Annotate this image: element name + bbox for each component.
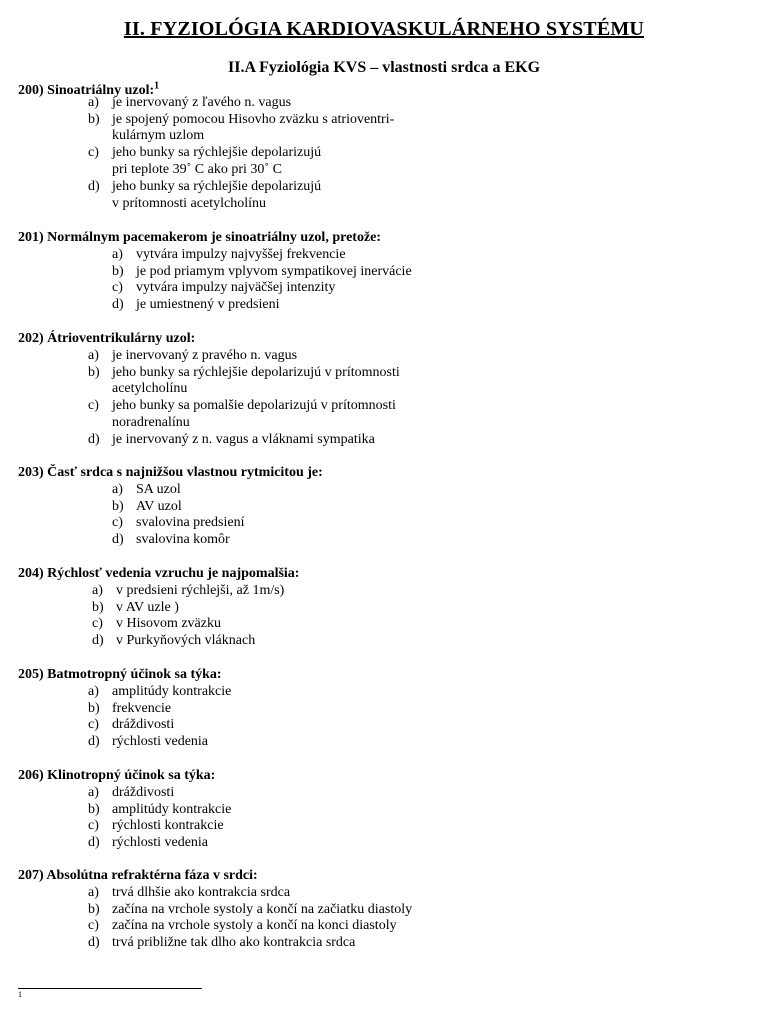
option-letter: d): [92, 633, 104, 649]
option-letter: b): [88, 700, 100, 716]
option-text: jeho bunky sa rýchlejšie depolarizujú: [112, 178, 322, 194]
option-text: AV uzol: [136, 498, 182, 514]
option-text: svalovina komôr: [136, 532, 230, 548]
option-letter: d): [88, 734, 100, 750]
option-letter: a): [112, 481, 123, 497]
option-text: v predsieni rýchlejši, až 1m/s): [116, 582, 285, 598]
option-text: rýchlosti vedenia: [112, 734, 209, 750]
page-title: II. FYZIOLÓGIA KARDIOVASKULÁRNEHO SYSTÉMU: [123, 18, 645, 40]
option-text: dráždivosti: [112, 717, 175, 733]
answer-option: [88, 179, 321, 213]
question-text: [18, 465, 323, 480]
option-letter: d): [88, 835, 100, 851]
option-text: rýchlosti vedenia: [112, 835, 209, 851]
option-text: vytvára impulzy najvyššej frekvencie: [136, 246, 346, 262]
option-text-continuation: pri teplote 39˚ C ako pri 30˚ C: [112, 161, 282, 177]
answer-option: [88, 918, 397, 935]
answer-option: [112, 499, 182, 516]
option-letter: c): [88, 145, 99, 161]
question-number: 202): [18, 331, 44, 346]
question-text: [18, 230, 381, 245]
option-letter: a): [88, 94, 99, 110]
answer-option: [88, 835, 208, 852]
option-text: v Purkyňových vláknach: [116, 633, 256, 649]
option-letter: a): [92, 582, 103, 598]
option-letter: b): [112, 498, 124, 514]
answer-option: [92, 583, 284, 600]
question-heading: [18, 768, 215, 785]
answer-option: [112, 532, 230, 549]
answer-option: [112, 280, 335, 297]
question-number: 207): [18, 868, 44, 883]
question-text: [18, 667, 222, 682]
option-letter: d): [88, 178, 100, 194]
answer-option: [112, 247, 346, 264]
option-text: trvá približne tak dlho ako kontrakcia srdca: [112, 935, 356, 951]
question-heading: [18, 667, 222, 684]
question-label: Rýchlosť vedenia vzruchu je najpomalšia:: [47, 566, 300, 581]
footnote-mark: 1: [18, 990, 22, 999]
option-text: je inervovaný z pravého n. vagus: [112, 347, 298, 363]
option-text: rýchlosti kontrakcie: [112, 818, 224, 834]
option-text: jeho bunky sa pomalšie depolarizujú v prítomnosti: [112, 398, 396, 414]
option-letter: a): [112, 246, 123, 262]
answer-option: [88, 802, 231, 819]
question-label: Átrioventrikulárny uzol:: [47, 331, 196, 346]
question-label: Absolútna refraktérna fáza v srdci:: [46, 868, 258, 883]
option-letter: d): [112, 297, 124, 313]
option-letter: b): [88, 801, 100, 817]
option-text: je umiestnený v predsieni: [136, 297, 280, 313]
option-letter: a): [88, 347, 99, 363]
answer-option: [92, 616, 221, 633]
answer-option: [88, 785, 174, 802]
question-number: 201): [18, 230, 44, 245]
option-text-continuation: v prítomnosti acetylcholínu: [112, 195, 266, 211]
option-text: je pod priamym vplyvom sympatikovej inervácie: [136, 263, 412, 279]
question-number: 204): [18, 566, 44, 581]
question-text: [18, 331, 195, 346]
answer-option: [88, 818, 224, 835]
answer-option: [88, 701, 171, 718]
answer-option: [88, 902, 412, 919]
answer-option: [88, 432, 375, 449]
option-letter: c): [88, 717, 99, 733]
option-text-continuation: acetylcholínu: [112, 381, 188, 397]
option-letter: b): [112, 263, 124, 279]
option-text: v Hisovom zväzku: [116, 616, 221, 632]
question-text: [18, 768, 215, 783]
option-letter: b): [88, 111, 100, 127]
option-letter: c): [88, 398, 99, 414]
question-heading: [18, 868, 258, 885]
option-text: je spojený pomocou Hisovho zväzku s atrioventri-: [112, 111, 395, 127]
option-text: amplitúdy kontrakcie: [112, 801, 232, 817]
option-text: jeho bunky sa rýchlejšie depolarizujú: [112, 145, 322, 161]
option-letter: c): [88, 918, 99, 934]
question-heading: [18, 230, 381, 247]
answer-option: [88, 95, 291, 112]
answer-option: [88, 365, 400, 399]
answer-option: [88, 684, 231, 701]
option-letter: c): [112, 515, 123, 531]
option-letter: a): [88, 784, 99, 800]
footnote-reference: 1: [154, 80, 160, 91]
option-text-continuation: noradrenalínu: [112, 414, 190, 430]
option-text: svalovina predsiení: [136, 515, 245, 531]
option-text: začína na vrchole systoly a končí na začiatku diastoly: [112, 901, 413, 917]
option-text: v AV uzle ): [116, 599, 179, 615]
question-label: Časť srdca s najnižšou vlastnou rytmicitou je:: [47, 465, 323, 480]
answer-option: [112, 264, 412, 281]
option-letter: d): [88, 431, 100, 447]
option-text: trvá dlhšie ako kontrakcia srdca: [112, 884, 291, 900]
answer-option: [88, 145, 321, 179]
question-label: Batmotropný účinok sa týka:: [47, 667, 222, 682]
option-text: je inervovaný z ľavého n. vagus: [112, 94, 292, 110]
option-letter: b): [92, 599, 104, 615]
question-label: Normálnym pacemakerom je sinoatriálny uzol, pretože:: [47, 230, 382, 245]
question-heading: [18, 331, 195, 348]
page-subtitle: II.A Fyziológia KVS – vlastnosti srdca a EKG: [227, 59, 541, 76]
footnote-divider: [18, 988, 202, 989]
question-text: [18, 566, 299, 581]
option-text: dráždivosti: [112, 784, 175, 800]
question-number: 205): [18, 667, 44, 682]
option-text: vytvára impulzy najväčšej intenzity: [136, 280, 336, 296]
answer-option: [88, 734, 208, 751]
option-letter: a): [88, 884, 99, 900]
answer-option: [88, 935, 355, 952]
question-number: 200): [18, 82, 44, 98]
question-number: 203): [18, 465, 44, 480]
option-letter: b): [88, 901, 100, 917]
answer-option: [112, 515, 244, 532]
answer-option: [88, 717, 174, 734]
option-text: amplitúdy kontrakcie: [112, 683, 232, 699]
question-heading: [18, 566, 299, 583]
option-letter: c): [92, 616, 103, 632]
answer-option: [92, 600, 179, 617]
question-text: [18, 868, 258, 883]
option-letter: d): [88, 935, 100, 951]
option-text: SA uzol: [136, 481, 181, 497]
question-label: Klinotropný účinok sa týka:: [47, 768, 216, 783]
answer-option: [88, 398, 396, 432]
answer-option: [88, 348, 297, 365]
option-text: jeho bunky sa rýchlejšie depolarizujú v prítomnosti: [112, 364, 400, 380]
option-letter: c): [112, 280, 123, 296]
answer-option: [88, 112, 394, 146]
option-letter: a): [88, 683, 99, 699]
option-text: frekvencie: [112, 700, 172, 716]
option-letter: c): [88, 818, 99, 834]
answer-option: [92, 633, 255, 650]
option-letter: b): [88, 364, 100, 380]
option-text: je inervovaný z n. vagus a vláknami sympatika: [112, 431, 375, 447]
question-heading: [18, 465, 323, 482]
answer-option: [112, 482, 181, 499]
answer-option: [112, 297, 279, 314]
question-number: 206): [18, 768, 44, 783]
answer-option: [88, 885, 290, 902]
question-label: Sinoatriálny uzol:: [47, 82, 155, 98]
option-letter: d): [112, 532, 124, 548]
option-text: začína na vrchole systoly a končí na konci diastoly: [112, 918, 397, 934]
option-text-continuation: kulárnym uzlom: [112, 128, 205, 144]
